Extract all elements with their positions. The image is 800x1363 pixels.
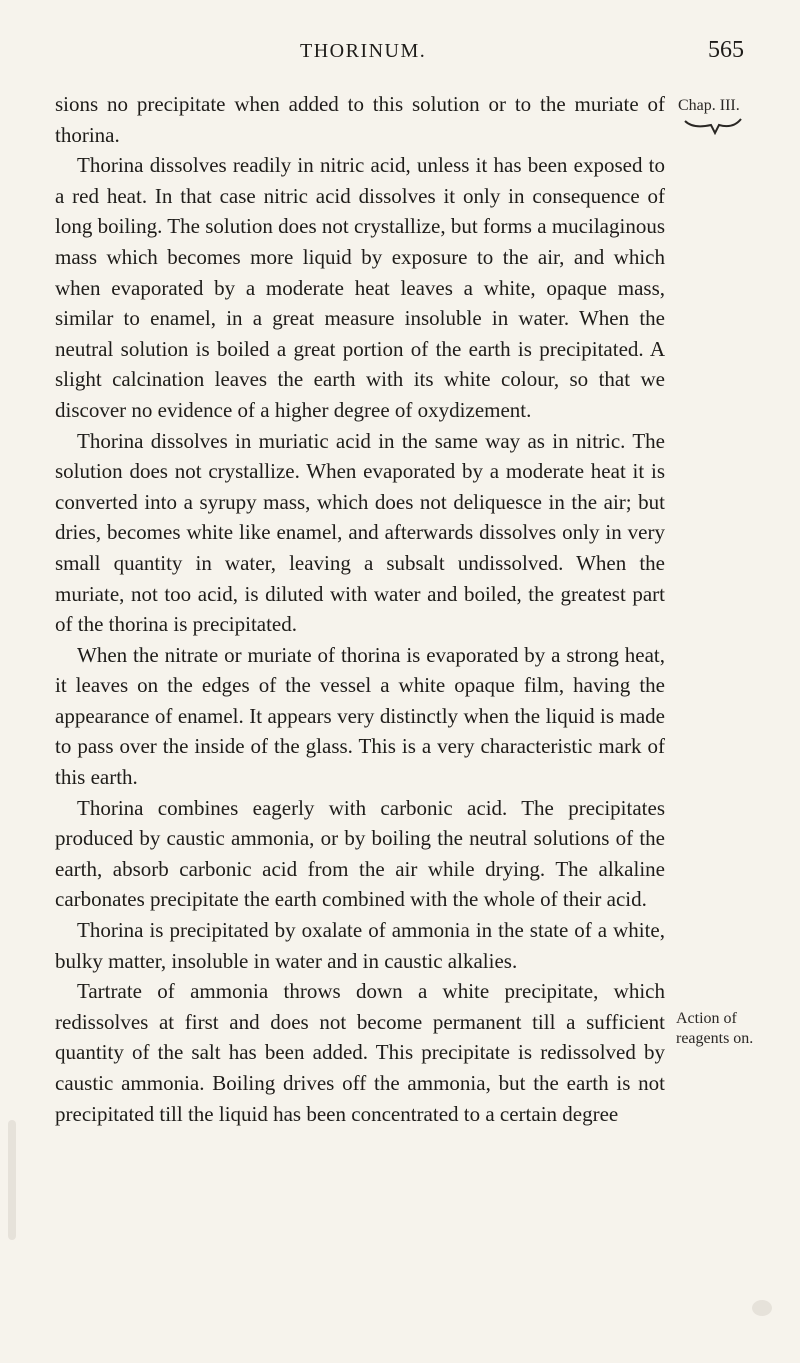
chapter-margin-note: Chap. III. bbox=[678, 97, 740, 114]
paragraph-oxalate: Thorina is precipitated by oxalate of ammonia in the state of a white, bulky matter, insoluble in water and in caustic alkalies. bbox=[55, 918, 665, 973]
paragraph-continued: sions no precipitate when added to this solution or to the muriate of thorina. bbox=[55, 92, 665, 147]
paper-stain bbox=[8, 1120, 16, 1240]
paper-stain bbox=[752, 1300, 772, 1316]
paragraph-muriatic-acid: Thorina dissolves in muriatic acid in the same way as in nitric. The solution does not crystallize. When evaporated by a moderate heat it is converted into a syrupy mass, which does not deliquesce in the air; but dries, becomes white like enamel, and afterwards dissolves only in very small quantity in water, leaving a subsalt undissolved. When the muriate, not too acid, is diluted with water and boiled, the greatest part of the thorina is precipitated. bbox=[55, 428, 665, 637]
page-header bbox=[0, 37, 800, 70]
page-number: 565 bbox=[708, 37, 744, 63]
action-margin-note bbox=[676, 1009, 800, 1049]
paragraph-carbonic-acid: Thorina combines eagerly with carbonic acid. The precipitates produced by caustic ammonia, or by boiling the neutral solutions of the earth, absorb carbonic acid from the air while drying. The alkaline carbonates precipitate the earth combined with the whole of their acid. bbox=[55, 795, 665, 912]
action-note-line2: reagents on. bbox=[676, 1030, 754, 1047]
paragraph-evaporation: When the nitrate or muriate of thorina is evaporated by a strong heat, it leaves on the edges of the vessel a white opaque film, having the appearance of enamel. It appears very distinctly when the liquid is made to pass over the inside of the glass. This is a very characteristic mark of this earth. bbox=[55, 642, 665, 790]
body-text bbox=[55, 89, 665, 1129]
paragraph-nitric-acid: Thorina dissolves readily in nitric acid, unless it has been exposed to a red heat. In that case nitric acid dissolves it only in consequence of long boiling. The solution does not crystallize, but forms a mucilaginous mass which becomes more liquid by exposure to the air, and which when evaporated by a moderate heat leaves a white, opaque mass, similar to enamel, in a great measure insoluble in water. When the neutral solution is boiled a great portion of the earth is precipitated. A slight calcination leaves the earth with its white colour, so that we discover no evidence of a higher degree of oxydizement. bbox=[55, 153, 665, 422]
brace-ornament-icon bbox=[683, 117, 743, 135]
running-head: THORINUM. bbox=[300, 40, 427, 62]
action-note-line1: Action of bbox=[676, 1010, 737, 1027]
paragraph-tartrate: Tartrate of ammonia throws down a white precipitate, which redissolves at first and does not become permanent till a sufficient quantity of the salt has been added. This precipitate is redissolved by caustic ammonia. Boiling drives off the ammonia, but the earth is not precipitated till the liquid has been concentrated to a certain degree bbox=[55, 979, 665, 1126]
